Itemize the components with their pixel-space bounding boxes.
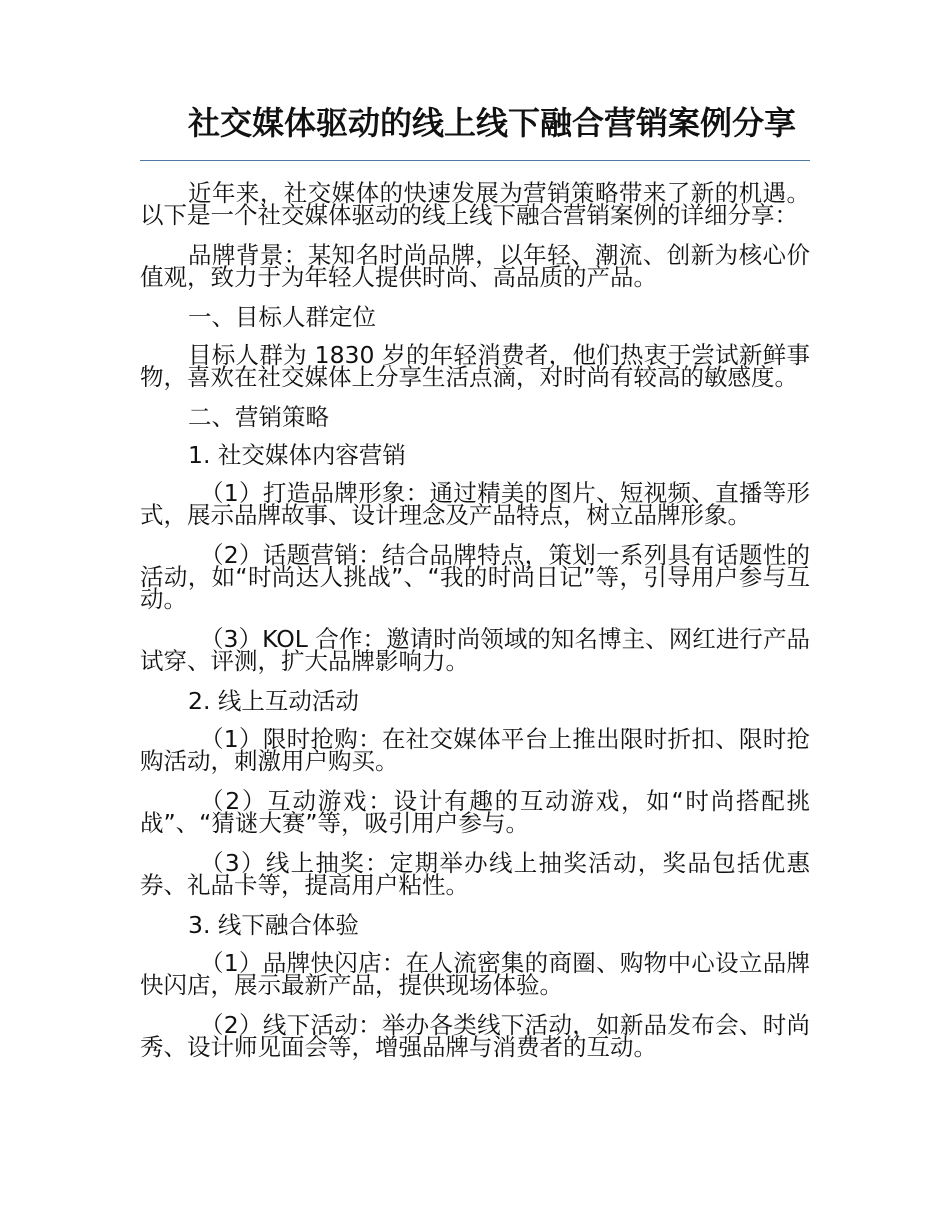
list-item-topic-marketing: （2）话题营销：结合品牌特点，策划一系列具有话题性的活动，如“时尚达人挑战”、“我的时尚日记”等，引导用户参与互动。 [140,541,810,613]
subsection-heading-social-content: 1. 社交媒体内容营销 [188,441,406,469]
list-item-pop-up-store: （1）品牌快闪店：在人流密集的商圈、购物中心设立品牌快闪店，展示最新产品，提供现场体验。 [140,949,810,999]
document-title: 社交媒体驱动的线上线下融合营销案例分享 [188,104,797,142]
subsection-heading-online-activities: 2. 线上互动活动 [188,687,359,715]
section-heading-strategy: 二、营销策略 [188,403,329,431]
paragraph-brand-background: 品牌背景：某知名时尚品牌，以年轻、潮流、创新为核心价值观，致力于为年轻人提供时尚、高品质的产品。 [140,241,810,291]
title-divider [140,160,810,161]
list-item-offline-events: （2）线下活动：举办各类线下活动，如新品发布会、时尚秀、设计师见面会等，增强品牌与消费者的互动。 [140,1011,810,1061]
list-item-kol: （3）KOL 合作：邀请时尚领域的知名博主、网红进行产品试穿、评测，扩大品牌影响力。 [140,625,810,675]
document-body [140,179,810,1076]
list-item-flash-sale: （1）限时抢购：在社交媒体平台上推出限时折扣、限时抢购活动，刺激用户购买。 [140,725,810,775]
list-item-brand-image: （1）打造品牌形象：通过精美的图片、短视频、直播等形式，展示品牌故事、设计理念及产品特点，树立品牌形象。 [140,479,810,529]
list-item-games: （2）互动游戏：设计有趣的互动游戏，如“时尚搭配挑战”、“猜谜大赛”等，吸引用户参与。 [140,787,810,837]
section-heading-target-audience: 一、目标人群定位 [188,303,376,331]
list-item-lottery: （3）线上抽奖：定期举办线上抽奖活动，奖品包括优惠券、礼品卡等，提高用户粘性。 [140,849,810,899]
subsection-heading-offline: 3. 线下融合体验 [188,911,359,939]
paragraph-intro: 近年来，社交媒体的快速发展为营销策略带来了新的机遇。以下是一个社交媒体驱动的线上线下融合营销案例的详细分享： [140,179,810,229]
paragraph-target-audience: 目标人群为 1830 岁的年轻消费者，他们热衷于尝试新鲜事物，喜欢在社交媒体上分享生活点滴，对时尚有较高的敏感度。 [140,341,810,391]
